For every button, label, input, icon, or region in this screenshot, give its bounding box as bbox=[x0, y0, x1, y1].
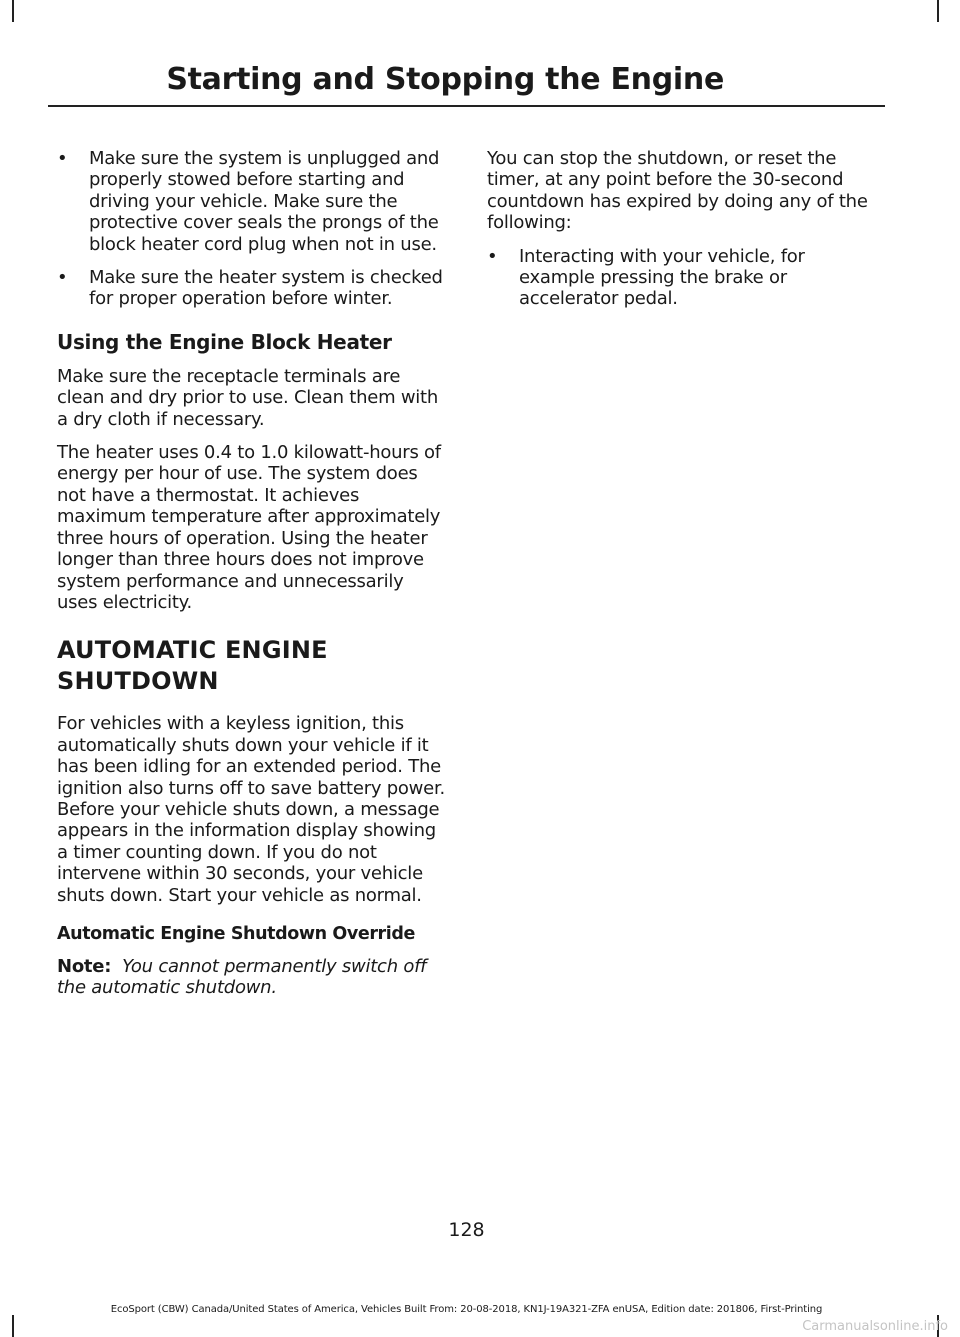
heading-block-heater: Using the Engine Block Heater bbox=[57, 329, 392, 354]
section-heading-line: AUTOMATIC ENGINE bbox=[57, 636, 328, 665]
paragraph-heater-energy: The heater uses 0.4 to 1.0 kilowatt-hours of energy per hour of use. The system does not have a thermostat. It achieves maximum temperature after approximately three hours of operation. Using the heater longer than three hours does not improve system performance and unnecessarily uses electricity. bbox=[57, 442, 441, 613]
list-item bbox=[57, 267, 449, 310]
paragraph-terminals: Make sure the receptacle terminals are clean and dry prior to use. Clean them with a dry cloth if necessary. bbox=[57, 365, 439, 430]
watermark: Carmanualsonline.info bbox=[802, 1319, 948, 1334]
section-heading-line: SHUTDOWN bbox=[57, 667, 219, 696]
left-column bbox=[57, 148, 449, 999]
list-item bbox=[57, 148, 449, 255]
page-title: Starting and Stopping the Engine bbox=[166, 62, 724, 97]
list-item-text: Interacting with your vehicle, for example pressing the brake or accelerator pedal. bbox=[519, 245, 805, 310]
paragraph-shutdown-description: For vehicles with a keyless ignition, this automatically shuts down your vehicle if it has been idling for an extended period. The ignition also turns off to save battery power. Before your vehicle shuts down, a message appears in the information display showing a timer counting down. If you do not intervene within 30 seconds, your vehicle shuts down. Start your vehicle as normal. bbox=[57, 713, 445, 906]
note-label: Note: bbox=[57, 955, 112, 977]
crop-mark-top-left bbox=[12, 0, 14, 22]
list-item-text: Make sure the heater system is checked for proper operation before winter. bbox=[89, 267, 443, 310]
right-column bbox=[487, 148, 882, 322]
bullet-icon: • bbox=[487, 245, 498, 267]
bullet-list-right bbox=[487, 246, 882, 310]
crop-mark-top-right bbox=[937, 0, 939, 22]
page-number: 128 bbox=[448, 1219, 485, 1241]
list-item bbox=[487, 246, 882, 310]
crop-mark-bottom-left bbox=[12, 1315, 14, 1337]
paragraph-stop-shutdown: You can stop the shutdown, or reset the timer, at any point before the 30-second countdown has expired by doing any of the following: bbox=[487, 148, 868, 234]
bullet-icon: • bbox=[57, 148, 68, 169]
bullet-list-left bbox=[57, 148, 449, 310]
bullet-icon: • bbox=[57, 267, 68, 289]
note-text: You cannot permanently switch off the automatic shutdown. bbox=[57, 955, 427, 999]
section-heading-automatic-shutdown bbox=[57, 635, 449, 697]
header-rule bbox=[48, 105, 885, 107]
heading-shutdown-override: Automatic Engine Shutdown Override bbox=[57, 923, 415, 944]
note bbox=[57, 956, 449, 999]
list-item-text: Make sure the system is unplugged and properly stowed before starting and driving your vehicle. Make sure the protective cover seals the prongs of the block heater cord plug when not in use. bbox=[89, 148, 440, 255]
footer-edition-info: EcoSport (CBW) Canada/United States of America, Vehicles Built From: 20-08-2018, KN1J-19A321-ZFA enUSA, Edition date: 201806, First-Printing bbox=[110, 1304, 823, 1315]
